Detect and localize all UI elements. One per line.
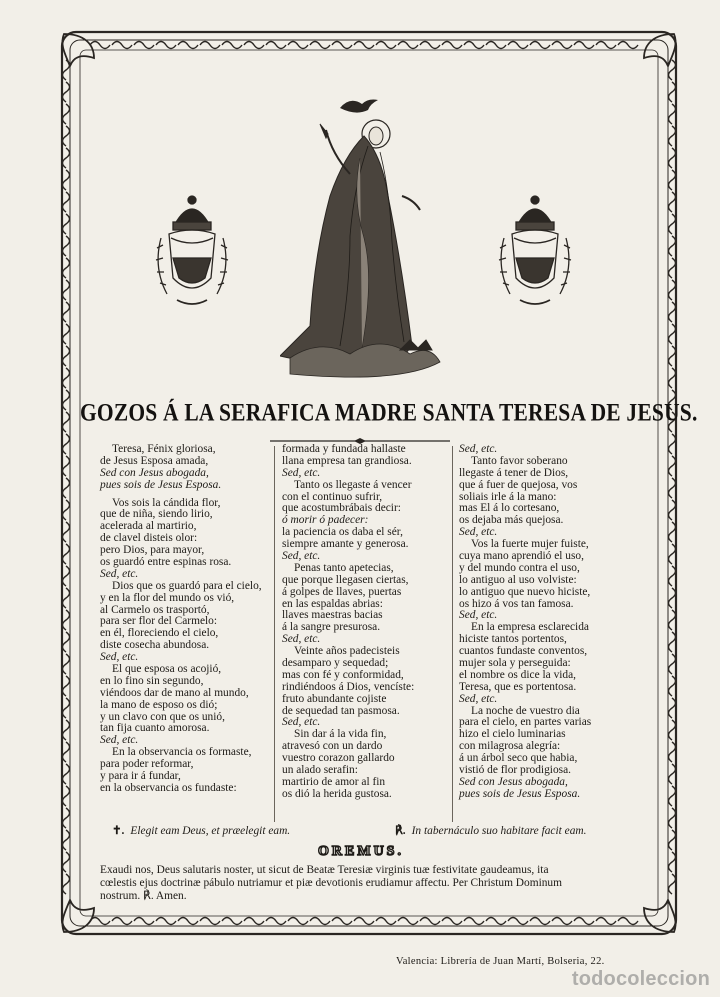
- verse-line: y del mundo contra el uso,: [459, 561, 580, 574]
- verse-line: y para ir á fundar,: [100, 770, 181, 783]
- verse-line: siempre amante y generosa.: [282, 538, 409, 551]
- verse-line: atravesó con un dardo: [282, 740, 383, 753]
- border-scroll: [63, 456, 70, 476]
- verse-line: que porque llegasen ciertas,: [282, 573, 409, 586]
- verse-line: diste cosecha abundosa.: [100, 639, 210, 652]
- border-scroll: [669, 148, 676, 168]
- verse-line: acelerada al martirio,: [100, 520, 197, 533]
- verse-line: os dejaba más quejosa.: [459, 514, 564, 527]
- border-scroll: [288, 918, 308, 925]
- border-scroll: [669, 566, 676, 586]
- border-scroll: [669, 698, 676, 718]
- verse-line: Sed, etc.: [100, 651, 139, 664]
- border-scroll: [669, 478, 676, 498]
- verse-line: para ser flor del Carmelo:: [100, 615, 218, 628]
- versicle-symbol: ✝.: [112, 825, 125, 837]
- border-scroll: [63, 500, 70, 520]
- border-scroll: [112, 42, 132, 49]
- border-scroll: [669, 170, 676, 190]
- border-scroll: [244, 42, 264, 49]
- border-scroll: [222, 42, 242, 49]
- border-scroll: [669, 786, 676, 806]
- verse-line: un alado serafin:: [282, 764, 358, 777]
- prayer-line: Exaudi nos, Deus salutaris noster, ut sicut de Beatæ Teresiæ virginis tuæ festivitate gaudeamus, ita: [100, 864, 549, 876]
- border-scroll: [669, 610, 676, 630]
- border-scroll: [134, 42, 154, 49]
- border-scroll: [552, 918, 572, 925]
- verse-line: en las espaldas abrias:: [282, 597, 383, 610]
- border-scroll: [530, 918, 550, 925]
- border-scroll: [63, 148, 70, 168]
- verse-line: la mano de esposo os dió;: [100, 698, 218, 711]
- verse-line: Tanto os llegaste á vencer: [294, 478, 412, 491]
- border-scroll: [266, 918, 286, 925]
- verse-line: Dios que os guardó para el cielo,: [112, 579, 262, 592]
- verse-line: lo antiguo que nuevo hiciste,: [459, 585, 591, 598]
- verse-line: Sed, etc.: [100, 567, 139, 580]
- border-scroll: [90, 918, 110, 925]
- verse-line: llaves maestras bacias: [282, 609, 383, 622]
- border-scroll: [420, 42, 440, 49]
- verse-line: Tanto favor soberano: [471, 454, 568, 467]
- border-scroll: [442, 42, 462, 49]
- border-scroll: [63, 324, 70, 344]
- verse-line: rindiéndoos á Dios, vencíste:: [282, 680, 415, 693]
- verse-line: pero Dios, para mayor,: [100, 544, 205, 557]
- verse-line: á la sangre presurosa.: [282, 621, 381, 634]
- verse-line: Sed, etc.: [459, 443, 498, 455]
- border-scroll: [669, 654, 676, 674]
- border-scroll: [669, 302, 676, 322]
- border-scroll: [508, 42, 528, 49]
- border-scroll: [508, 918, 528, 925]
- verse-line: de clavel disteis olor:: [100, 532, 198, 545]
- border-scroll: [134, 918, 154, 925]
- border-scroll: [398, 918, 418, 925]
- border-scroll: [63, 434, 70, 454]
- verse-line: Penas tanto apetecias,: [294, 561, 394, 574]
- border-scroll: [63, 390, 70, 410]
- column-divider: [452, 446, 453, 822]
- border-scroll: [332, 42, 352, 49]
- verse-line: tan fija cuanto amorosa.: [100, 722, 210, 735]
- verse-line: vuestro corazon gallardo: [282, 752, 395, 765]
- border-scroll: [200, 42, 220, 49]
- verse-line: para poder reformar,: [100, 758, 194, 771]
- column-divider: [274, 446, 275, 822]
- verse-line: hizo el cielo luminarias: [459, 728, 566, 741]
- border-scroll: [63, 632, 70, 652]
- border-scroll: [669, 368, 676, 388]
- border-scroll: [63, 236, 70, 256]
- border-scroll: [574, 42, 594, 49]
- border-scroll: [552, 42, 572, 49]
- verse-column-left: [100, 444, 262, 795]
- border-scroll: [63, 610, 70, 630]
- border-scroll: [669, 236, 676, 256]
- border-scroll: [669, 852, 676, 872]
- response: [395, 823, 586, 837]
- border-scroll: [63, 808, 70, 828]
- border-scroll: [354, 918, 374, 925]
- border-scroll: [310, 918, 330, 925]
- border-scroll: [244, 918, 264, 925]
- border-scroll: [669, 82, 676, 102]
- verse-line: viéndoos dar de mano al mundo,: [100, 686, 249, 699]
- border-scroll: [266, 42, 286, 49]
- verse-line: á golpes de llaves, puertas: [282, 585, 402, 598]
- border-scroll: [669, 324, 676, 344]
- verse-line: os hizo á vos tan famosa.: [459, 597, 574, 610]
- border-scroll: [63, 170, 70, 190]
- verse-line: la paciencia os daba el sér,: [282, 526, 403, 539]
- verse-line: Vos la fuerte mujer fuiste,: [471, 538, 589, 551]
- verse-line: en la observancia os fundaste:: [100, 781, 237, 794]
- verse-line: Sed, etc.: [100, 734, 139, 747]
- verse-line: Sed, etc.: [282, 716, 321, 729]
- watermark: todocoleccion: [571, 968, 710, 990]
- verse-line: que á fuer de quejosa, vos: [459, 478, 578, 491]
- verse-line: La noche de vuestro dia: [471, 704, 580, 717]
- verse-line: llegaste á tener de Dios,: [459, 466, 569, 479]
- border-scroll: [398, 42, 418, 49]
- verse-line: Sed con Jesus abogada,: [459, 775, 568, 788]
- border-scroll: [310, 42, 330, 49]
- verse-line: y en la flor del mundo os vió,: [100, 591, 235, 604]
- border-scroll: [63, 764, 70, 784]
- verse-line: desamparo y sequedad;: [282, 657, 389, 670]
- verse-line: cuantos fundaste conventos,: [459, 645, 588, 658]
- verse-line: vistió de flor prodigiosa.: [459, 764, 571, 777]
- verse-line: en lo fino sin segundo,: [100, 674, 204, 687]
- saint-teresa-engraving: [280, 88, 450, 388]
- border-scroll: [63, 654, 70, 674]
- verse-line: Sed, etc.: [282, 633, 321, 646]
- verse-line: os dió la herida gustosa.: [282, 787, 392, 800]
- border-scroll: [63, 874, 70, 894]
- verse-line: con el continuo sufrir,: [282, 490, 383, 503]
- verse-line: llana empresa tan grandiosa.: [282, 454, 412, 467]
- verse-line: pues sois de Jesus Esposa.: [100, 478, 222, 491]
- verse-line: Sed, etc.: [459, 692, 498, 705]
- verse-line: para el cielo, en partes varias: [459, 716, 592, 729]
- verse-line: lo antiguo al uso volviste:: [459, 573, 577, 586]
- border-scroll: [178, 918, 198, 925]
- border-scroll: [63, 302, 70, 322]
- border-scroll: [156, 42, 176, 49]
- border-scroll: [618, 42, 638, 49]
- verse-column-right: [459, 444, 591, 801]
- prayer-line: nostrum. ℟. Amen.: [100, 890, 187, 902]
- verse-line: Vos sois la cándida flor,: [112, 496, 221, 509]
- border-scroll: [669, 126, 676, 146]
- coat-of-arms-right-icon: [490, 188, 580, 318]
- verse-line: os guardó entre espinas rosa.: [100, 556, 232, 569]
- page-title: GOZOS Á LA SERAFICA MADRE SANTA TERESA DE JESUS.: [80, 398, 698, 427]
- border-scroll: [618, 918, 638, 925]
- border-scroll: [63, 522, 70, 542]
- verse-line: Sed, etc.: [282, 466, 321, 479]
- border-scroll: [669, 588, 676, 608]
- dove-icon: [340, 100, 378, 113]
- versicle-response: [112, 823, 632, 839]
- verse-line: cuya mano aprendió el uso,: [459, 550, 584, 563]
- border-scroll: [156, 918, 176, 925]
- border-scroll: [669, 874, 676, 894]
- border-scroll: [354, 42, 374, 49]
- border-scroll: [464, 42, 484, 49]
- verse-line: El que esposa os acojió,: [112, 663, 222, 676]
- border-scroll: [63, 214, 70, 234]
- border-scroll: [63, 82, 70, 102]
- border-scroll: [63, 676, 70, 696]
- border-scroll: [669, 346, 676, 366]
- border-scroll: [63, 698, 70, 718]
- verse-line: Sed, etc.: [459, 609, 498, 622]
- border-scroll: [63, 346, 70, 366]
- border-scroll: [574, 918, 594, 925]
- border-scroll: [669, 544, 676, 564]
- border-scroll: [63, 830, 70, 850]
- border-scroll: [669, 830, 676, 850]
- verse-line: fruto abundante cojiste: [282, 692, 387, 705]
- verse-line: formada y fundada hallaste: [282, 443, 406, 455]
- verse-line: el nombre os dice la vida,: [459, 668, 577, 681]
- border-scroll: [669, 764, 676, 784]
- border-scroll: [486, 42, 506, 49]
- verse-line: En la empresa esclarecida: [471, 621, 589, 634]
- border-scroll: [669, 192, 676, 212]
- verse-line: con milagrosa alegría:: [459, 740, 561, 753]
- versicle: [112, 823, 290, 837]
- verse-line: soliais irle á la mano:: [459, 490, 557, 503]
- border-scroll: [63, 280, 70, 300]
- border-scroll: [464, 918, 484, 925]
- border-scroll: [63, 368, 70, 388]
- border-scroll: [112, 918, 132, 925]
- verse-line: mas con fé y conformidad,: [282, 668, 404, 681]
- border-scroll: [669, 808, 676, 828]
- verse-line: al Carmelo os trasportó,: [100, 603, 210, 616]
- border-scroll: [669, 676, 676, 696]
- verse-line: Teresa, Fénix gloriosa,: [112, 443, 216, 455]
- verse-line: que de niña, siendo lirio,: [100, 508, 213, 521]
- verse-line: mas El á lo cortesano,: [459, 502, 560, 515]
- border-scroll: [596, 918, 616, 925]
- prayer-line: cœlestis ejus doctrinæ pábulo nutriamur et piæ devotionis erudiamur affectu. Per Christum Dominum: [100, 877, 562, 889]
- border-scroll: [63, 478, 70, 498]
- border-scroll: [63, 786, 70, 806]
- border-scroll: [669, 258, 676, 278]
- verse-line: Sed, etc.: [282, 550, 321, 563]
- verse-line: En la observancia os formaste,: [112, 746, 252, 759]
- response-symbol: ℟.: [395, 825, 406, 837]
- border-scroll: [669, 104, 676, 124]
- border-scroll: [442, 918, 462, 925]
- border-scroll: [63, 544, 70, 564]
- verse-line: pues sois de Jesus Esposa.: [459, 787, 581, 800]
- border-scroll: [376, 918, 396, 925]
- verse-line: de Jesus Esposa amada,: [100, 454, 209, 467]
- border-scroll: [288, 42, 308, 49]
- verse-line: Teresa, que es portentosa.: [459, 680, 577, 693]
- printer-imprint: Valencia: Librería de Juan Martí, Bolseria, 22.: [396, 956, 605, 967]
- border-scroll: [63, 104, 70, 124]
- border-scroll: [669, 632, 676, 652]
- border-scroll: [63, 588, 70, 608]
- border-scroll: [63, 852, 70, 872]
- verse-column-middle: [282, 444, 414, 801]
- verse-line: de sequedad tan pasmosa.: [282, 704, 400, 717]
- border-scroll: [669, 434, 676, 454]
- verse-line: á un árbol seco que habia,: [459, 752, 578, 765]
- border-scroll: [222, 918, 242, 925]
- versicle-text: Elegit eam Deus, et præelegit eam.: [130, 825, 291, 837]
- border-scroll: [420, 918, 440, 925]
- verse-line: ó morir ó padecer:: [282, 514, 369, 527]
- oremus-heading: OREMUS.: [318, 844, 404, 859]
- border-scroll: [63, 258, 70, 278]
- verse-line: en él, floreciendo el cielo,: [100, 627, 219, 640]
- border-scroll: [200, 918, 220, 925]
- verse-line: que acostumbrábais decir:: [282, 502, 401, 515]
- border-scroll: [530, 42, 550, 49]
- border-scroll: [376, 42, 396, 49]
- coat-of-arms-left-icon: [147, 188, 237, 318]
- border-scroll: [669, 214, 676, 234]
- border-scroll: [90, 42, 110, 49]
- border-scroll: [63, 126, 70, 146]
- border-scroll: [63, 720, 70, 740]
- border-scroll: [178, 42, 198, 49]
- border-scroll: [63, 192, 70, 212]
- border-scroll: [63, 566, 70, 586]
- border-scroll: [669, 456, 676, 476]
- prayer-text: [100, 864, 630, 903]
- border-scroll: [669, 500, 676, 520]
- verse-line: Sin dar á la vida fin,: [294, 728, 387, 741]
- verse-line: martirio de amor al fin: [282, 775, 386, 788]
- border-scroll: [669, 742, 676, 762]
- border-scroll: [63, 742, 70, 762]
- verse-line: Veinte años padecisteis: [294, 645, 400, 658]
- border-scroll: [332, 918, 352, 925]
- verse-line: Sed con Jesus abogada,: [100, 466, 209, 479]
- border-scroll: [486, 918, 506, 925]
- border-scroll: [669, 720, 676, 740]
- border-scroll: [63, 412, 70, 432]
- border-scroll: [669, 522, 676, 542]
- border-scroll: [669, 280, 676, 300]
- response-text: In tabernáculo suo habitare facit eam.: [411, 825, 587, 837]
- verse-line: hiciste tantos portentos,: [459, 633, 567, 646]
- verse-line: y un clavo con que os unió,: [100, 710, 225, 723]
- verse-line: Sed, etc.: [459, 526, 498, 539]
- border-scroll: [596, 42, 616, 49]
- verse-line: mujer sola y perseguida:: [459, 657, 571, 670]
